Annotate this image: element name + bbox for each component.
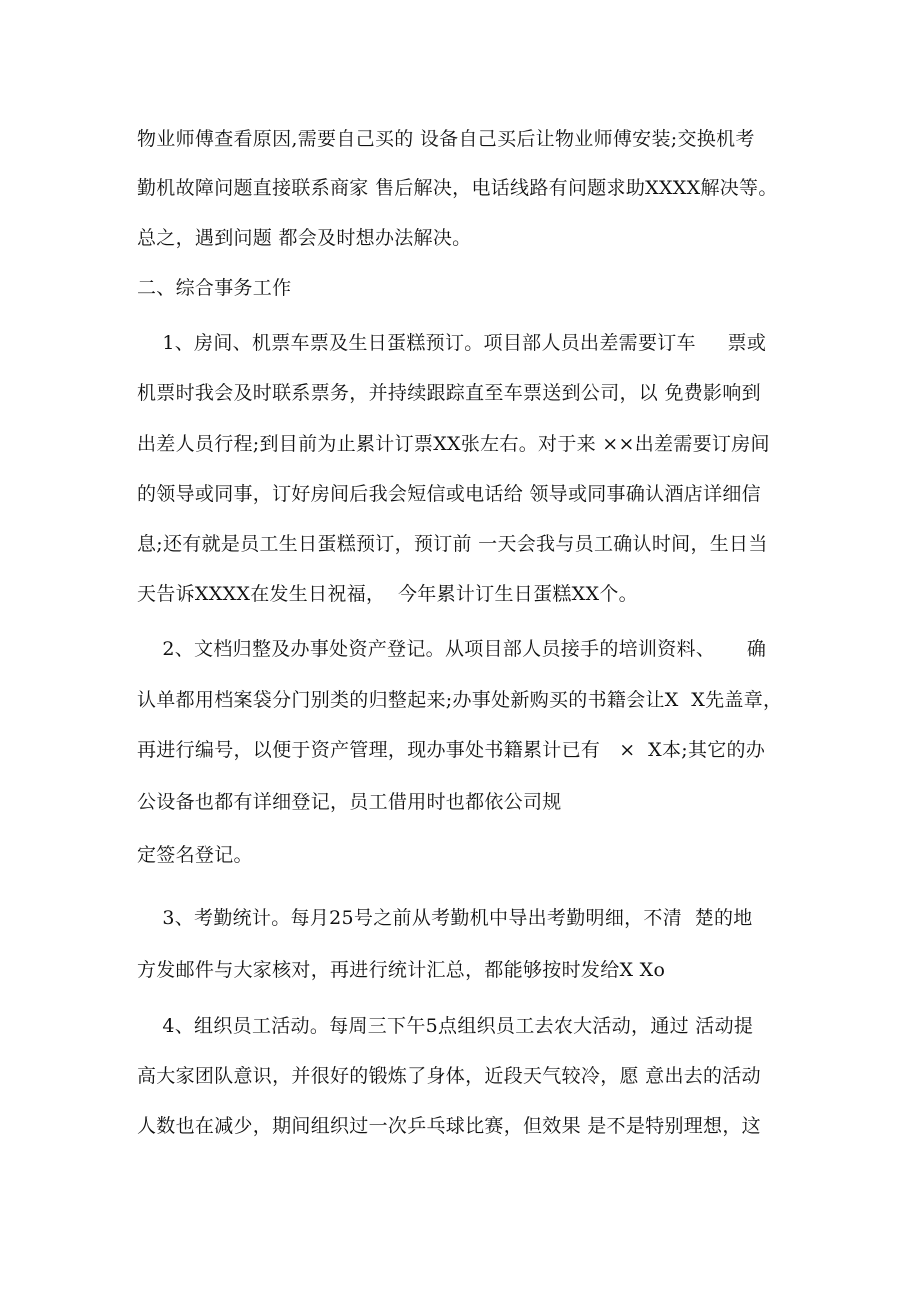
- text-line: 勤机故障问题直接联系商家 售后解决，电话线路有问题求助XXXX解决等。: [137, 177, 778, 199]
- text-line: 认单都用档案袋分门别类的归整起来;办事处新购买的书籍会让X X先盖章，: [137, 689, 783, 711]
- text-line: 定签名登记。: [137, 844, 253, 866]
- text-line: 出差人员行程;到目前为止累计订票XX张左右。对于来 ××出差需要订房间: [137, 433, 770, 455]
- text-line: 4、组织员工活动。每周三下午5点组织员工去农大活动，通过 活动提: [137, 1015, 754, 1037]
- text-line: 1、房间、机票车票及生日蛋糕预订。项目部人员出差需要订车 票或: [137, 332, 767, 354]
- text-line: 3、考勤统计。每月25号之前从考勤机中导出考勤明细，不清 楚的地: [137, 907, 753, 929]
- text-line: 2、文档归整及办事处资产登记。从项目部人员接手的培训资料、 确: [137, 638, 767, 660]
- text-line: 高大家团队意识，并很好的锻炼了身体，近段天气较冷，愿 意出去的活动: [137, 1065, 761, 1087]
- text-line: 机票时我会及时联系票务，并持续跟踪直至车票送到公司，以 免费影响到: [137, 382, 761, 404]
- text-line: 人数也在减少，期间组织过一次乒乓球比赛，但效果 是不是特别理想，这: [137, 1115, 761, 1137]
- text-line: 的领导或同事，订好房间后我会短信或电话给 领导或同事确认酒店详细信: [137, 483, 761, 505]
- text-line: 天告诉XXXX在发生日祝福， 今年累计订生日蛋糕XX个。: [137, 583, 638, 605]
- text-line: 物业师傅查看原因,需要自己买的 设备自己买后让物业师傅安装;交换机考: [137, 128, 755, 150]
- text-line: 再进行编号，以便于资产管理，现办事处书籍累计已有 × X本;其它的办: [137, 739, 766, 761]
- text-line: 方发邮件与大家核对，再进行统计汇总，都能够按时发给X Xo: [137, 959, 666, 981]
- section-heading: 二、综合事务工作: [137, 277, 292, 299]
- text-line: 公设备也都有详细登记，员工借用时也都依公司规: [137, 791, 562, 813]
- text-line: 总之，遇到问题 都会及时想办法解决。: [137, 227, 472, 249]
- text-line: 息;还有就是员工生日蛋糕预订，预订前 一天会我与员工确认时间，生日当: [137, 533, 768, 555]
